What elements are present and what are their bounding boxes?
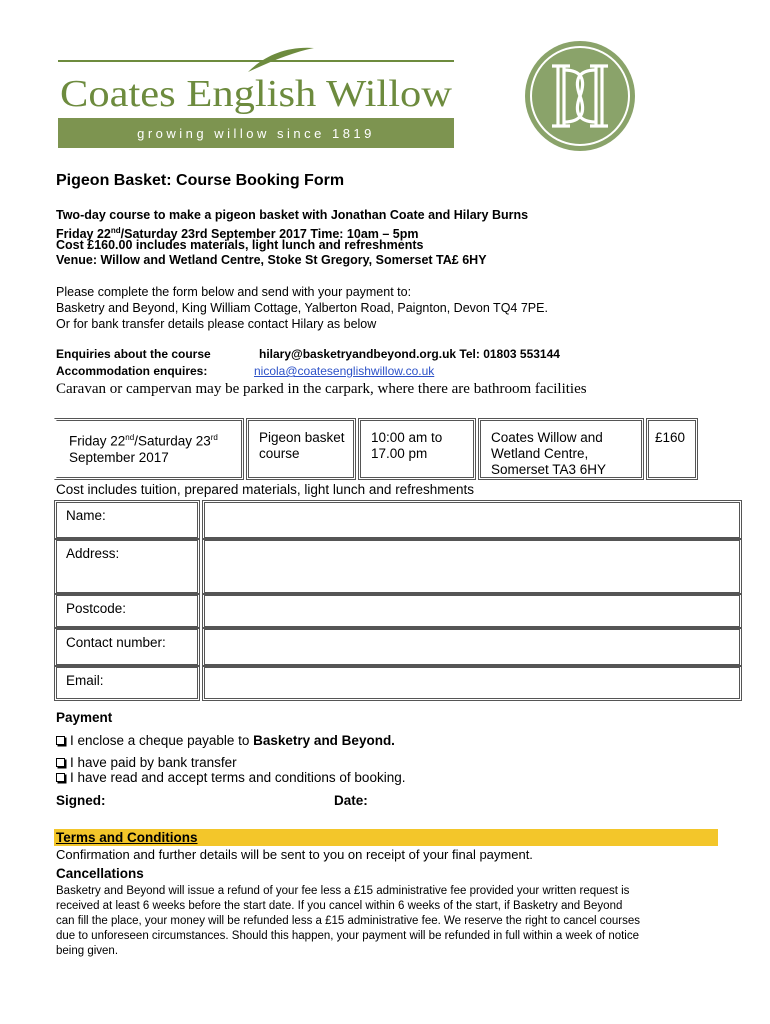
address-row	[54, 538, 742, 595]
email-field[interactable]	[202, 665, 742, 701]
name-field[interactable]	[202, 500, 742, 540]
brand-tagline: growing willow since 1819	[58, 120, 454, 148]
course-time-line2: 17.00 pm	[371, 446, 428, 461]
bank-transfer-label: I have paid by bank transfer	[70, 755, 237, 770]
signed-label: Signed:	[56, 793, 106, 808]
course-date-line1	[69, 430, 235, 450]
cheque-payee: Basketry and Beyond.	[253, 733, 395, 748]
monogram-logo	[524, 40, 636, 152]
terms-heading: Terms and Conditions	[56, 830, 198, 845]
accommodation-label: Accommodation enquires:	[56, 364, 208, 378]
date-label: Date:	[334, 793, 368, 808]
course-date-line2: September 2017	[69, 449, 169, 465]
postcode-label: Postcode:	[54, 593, 200, 629]
terms-accept-label: I have read and accept terms and conditions of booking.	[70, 770, 406, 785]
address-label: Address:	[54, 538, 200, 595]
course-price: £160	[655, 430, 686, 445]
bank-transfer-checkbox[interactable]	[56, 758, 65, 767]
instructions-line: Please complete the form below and send with your payment to:	[56, 285, 412, 299]
course-name-cell	[246, 418, 356, 480]
logo-top-rule	[58, 60, 454, 62]
name-row	[54, 500, 742, 540]
cancellation-line: received at least 6 weeks before the start date. If you cancel within 6 weeks of the start, if Basketry and Beyond	[56, 900, 623, 912]
cancellation-line: Basketry and Beyond will issue a refund of your fee less a £15 administrative fee provided your written request is	[56, 885, 630, 897]
course-name-line2: course	[259, 446, 300, 461]
course-dates-day1: Friday 22	[56, 227, 111, 242]
enquiries-label: Enquiries about the course	[56, 347, 211, 361]
course-date-cell	[54, 418, 244, 480]
course-date-day1: Friday 22	[69, 433, 126, 449]
postal-address: Basketry and Beyond, King William Cottage, Yalberton Road, Paignton, Devon TQ4 7PE.	[56, 301, 548, 315]
cancellation-line: being given.	[56, 945, 119, 957]
address-field[interactable]	[202, 538, 742, 595]
course-venue: Venue: Willow and Wetland Centre, Stoke St Gregory, Somerset TA£ 6HY	[56, 253, 487, 267]
course-time-cell	[358, 418, 476, 480]
course-date-day2: /Saturday 23	[134, 433, 211, 449]
course-date-sup1: nd	[125, 433, 135, 442]
terms-accept-checkbox[interactable]	[56, 773, 65, 782]
confirmation-text: Confirmation and further details will be sent to you on receipt of your final payment.	[56, 847, 533, 862]
cheque-option[interactable]	[56, 733, 395, 748]
course-price-cell	[646, 418, 698, 480]
accommodation-email-link[interactable]: nicola@coatesenglishwillow.co.uk	[254, 364, 435, 378]
course-description: Two-day course to make a pigeon basket with Jonathan Coate and Hilary Burns	[56, 208, 529, 222]
postcode-row	[54, 593, 742, 629]
name-label: Name:	[54, 500, 200, 540]
contact-number-row	[54, 627, 742, 667]
enquiries-contact: hilary@basketryandbeyond.org.uk Tel: 01803 553144	[259, 347, 560, 361]
cost-note: Cost includes tuition, prepared materials, light lunch and refreshments	[56, 482, 474, 497]
email-row	[54, 665, 742, 701]
course-venue-line3: Somerset TA3 6HY	[491, 462, 607, 477]
course-dates-sup: nd	[110, 226, 121, 235]
payment-heading: Payment	[56, 710, 113, 725]
cancellation-line: can fill the place, your money will be refunded less a £15 administrative fee. We reserve the right to cancel courses	[56, 915, 641, 927]
parking-note: Caravan or campervan may be parked in the carpark, where there are bathroom facilities	[56, 381, 587, 397]
course-venue-line2: Wetland Centre,	[491, 446, 589, 461]
cancellation-line: due to unforeseen circumstances. Should this happen, your payment will be refunded in full within a week of notice	[56, 930, 640, 942]
page-title: Pigeon Basket: Course Booking Form	[56, 172, 345, 189]
course-venue-line1: Coates Willow and	[491, 430, 603, 445]
course-time-line1: 10:00 am to	[371, 430, 443, 445]
course-venue-cell	[478, 418, 644, 480]
brand-name	[58, 68, 454, 116]
cheque-label: I enclose a cheque payable to	[70, 733, 254, 748]
bank-transfer-note: Or for bank transfer details please contact Hilary as below	[56, 317, 377, 331]
course-details-table	[54, 418, 698, 484]
svg-text:Coates English Willow: Coates English Willow	[60, 73, 453, 115]
terms-accept-option[interactable]	[56, 770, 405, 785]
cheque-checkbox[interactable]	[56, 736, 65, 745]
contact-number-label: Contact number:	[54, 627, 200, 667]
brand-logo	[56, 44, 456, 148]
bank-transfer-option[interactable]	[56, 755, 237, 770]
course-date-sup2: rd	[210, 433, 218, 442]
cancellations-heading: Cancellations	[56, 866, 144, 881]
contact-number-field[interactable]	[202, 627, 742, 667]
course-cost: Cost £160.00 includes materials, light lunch and refreshments	[56, 238, 424, 252]
postcode-field[interactable]	[202, 593, 742, 629]
course-dates-rest: /Saturday 23rd September 2017 Time: 10am – 5pm	[120, 227, 419, 242]
email-label: Email:	[54, 665, 200, 701]
course-name-line1: Pigeon basket	[259, 430, 345, 445]
